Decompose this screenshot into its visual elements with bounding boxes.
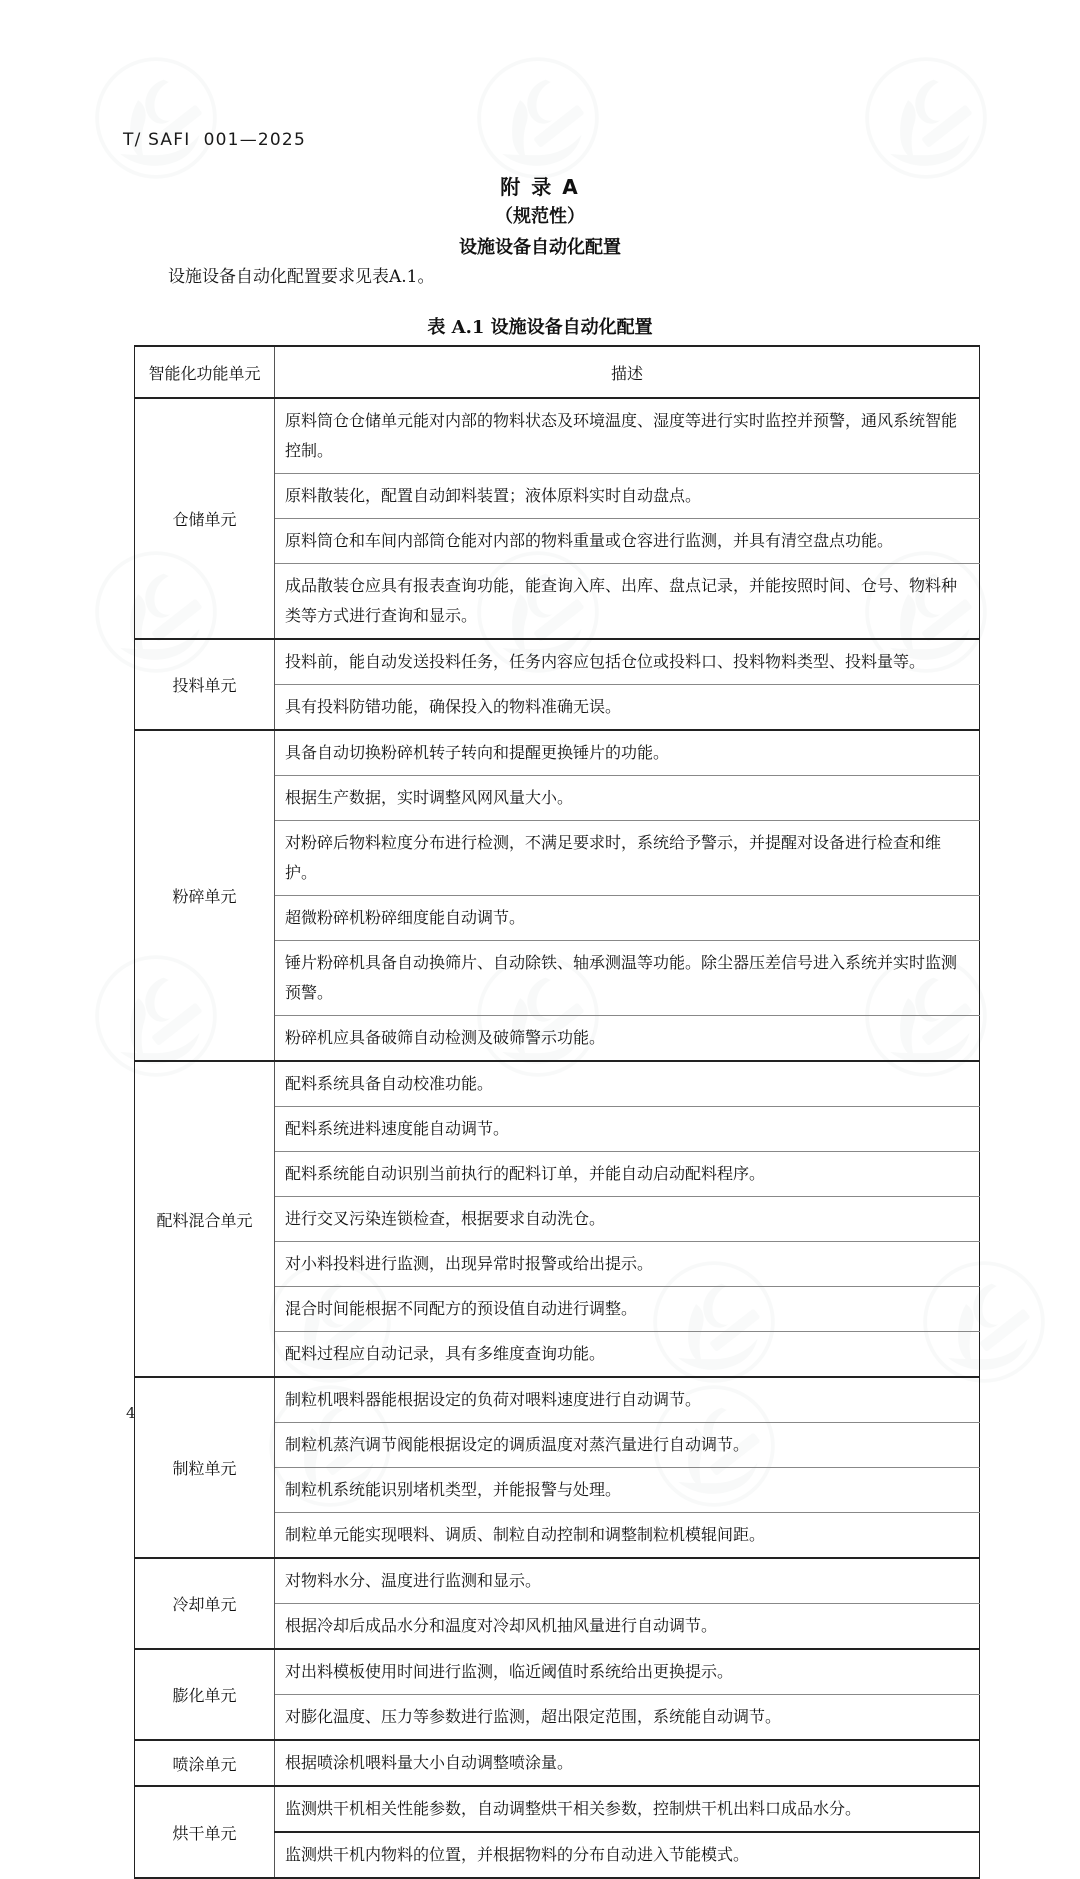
- annex-subtitle: （规范性）: [495, 206, 585, 227]
- table-row: [135, 1649, 980, 1695]
- description-cell: 投料前，能自动发送投料任务，任务内容应包括仓位或投料口、投料物料类型、投料量等。: [275, 639, 980, 685]
- unit-cell: 配料混合单元: [135, 1061, 275, 1377]
- unit-cell: 冷却单元: [135, 1558, 275, 1649]
- unit-cell: 喷涂单元: [135, 1740, 275, 1786]
- description-cell: 配料系统进料速度能自动调节。: [275, 1107, 980, 1152]
- annex-name: 设施设备自动化配置: [459, 237, 621, 258]
- watermark-logo-icon: [474, 54, 602, 182]
- unit-cell: 膨化单元: [135, 1649, 275, 1740]
- description-cell: 原料筒仓仓储单元能对内部的物料状态及环境温度、湿度等进行实时监控并预警，通风系统智能控制。: [275, 398, 980, 474]
- table-header-row: [135, 346, 980, 398]
- description-cell: 制粒机系统能识别堵机类型，并能报警与处理。: [275, 1468, 980, 1513]
- description-cell: 配料系统能自动识别当前执行的配料订单，并能自动启动配料程序。: [275, 1152, 980, 1197]
- description-cell: 对小料投料进行监测，出现异常时报警或给出提示。: [275, 1242, 980, 1287]
- watermark-logo-icon: [92, 54, 220, 182]
- table-caption: 表 A.1 设施设备自动化配置: [427, 317, 653, 338]
- unit-cell: 粉碎单元: [135, 730, 275, 1061]
- table-head: [135, 346, 980, 398]
- annex-heading-block: [0, 172, 1080, 263]
- annex-title: 附 录 A: [500, 175, 580, 199]
- standard-code-header: T/ SAFI 001—2025: [123, 130, 306, 150]
- description-cell: 制粒单元能实现喂料、调质、制粒自动控制和调整制粒机模辊间距。: [275, 1513, 980, 1559]
- table-row: [135, 639, 980, 685]
- description-cell: 制粒机蒸汽调节阀能根据设定的调质温度对蒸汽量进行自动调节。: [275, 1423, 980, 1468]
- table-row: [135, 1558, 980, 1604]
- column-header-description: 描述: [275, 346, 980, 398]
- table-row: [135, 1377, 980, 1423]
- description-cell: 配料系统具备自动校准功能。: [275, 1061, 980, 1107]
- table-body: [135, 398, 980, 1878]
- description-cell: 锤片粉碎机具备自动换筛片、自动除铁、轴承测温等功能。除尘器压差信号进入系统并实时监测预警。: [275, 941, 980, 1016]
- table-row: [135, 1061, 980, 1107]
- unit-cell: 投料单元: [135, 639, 275, 730]
- spec-table-wrapper: [134, 345, 979, 1879]
- table-row: [135, 730, 980, 776]
- description-cell: 混合时间能根据不同配方的预设值自动进行调整。: [275, 1287, 980, 1332]
- page-number: 4: [126, 1404, 136, 1422]
- description-cell: 具有投料防错功能，确保投入的物料准确无误。: [275, 685, 980, 731]
- description-cell: 监测烘干机相关性能参数，自动调整烘干相关参数，控制烘干机出料口成品水分。: [275, 1786, 980, 1832]
- table-row: [135, 1786, 980, 1832]
- description-cell: 成品散装仓应具有报表查询功能，能查询入库、出库、盘点记录，并能按照时间、仓号、物料种类等方式进行查询和显示。: [275, 564, 980, 640]
- automation-config-table: [134, 345, 980, 1879]
- description-cell: 制粒机喂料器能根据设定的负荷对喂料速度进行自动调节。: [275, 1377, 980, 1423]
- intro-paragraph: 设施设备自动化配置要求见表A.1。: [168, 267, 435, 287]
- unit-cell: 制粒单元: [135, 1377, 275, 1558]
- description-cell: 进行交叉污染连锁检查，根据要求自动洗仓。: [275, 1197, 980, 1242]
- table-row: [135, 1740, 980, 1786]
- description-cell: 配料过程应自动记录，具有多维度查询功能。: [275, 1332, 980, 1378]
- description-cell: 超微粉碎机粉碎细度能自动调节。: [275, 896, 980, 941]
- unit-cell: 烘干单元: [135, 1786, 275, 1878]
- description-cell: 原料筒仓和车间内部筒仓能对内部的物料重量或仓容进行监测，并具有清空盘点功能。: [275, 519, 980, 564]
- unit-cell: 仓储单元: [135, 398, 275, 639]
- table-row: [135, 398, 980, 474]
- description-cell: 对出料模板使用时间进行监测，临近阈值时系统给出更换提示。: [275, 1649, 980, 1695]
- description-cell: 对膨化温度、压力等参数进行监测，超出限定范围，系统能自动调节。: [275, 1695, 980, 1741]
- description-cell: 对物料水分、温度进行监测和显示。: [275, 1558, 980, 1604]
- description-cell: 粉碎机应具备破筛自动检测及破筛警示功能。: [275, 1016, 980, 1062]
- description-cell: 具备自动切换粉碎机转子转向和提醒更换锤片的功能。: [275, 730, 980, 776]
- description-cell: 监测烘干机内物料的位置，并根据物料的分布自动进入节能模式。: [275, 1832, 980, 1878]
- description-cell: 根据冷却后成品水分和温度对冷却风机抽风量进行自动调节。: [275, 1604, 980, 1650]
- column-header-unit: 智能化功能单元: [135, 346, 275, 398]
- description-cell: 根据生产数据，实时调整风网风量大小。: [275, 776, 980, 821]
- description-cell: 原料散装化，配置自动卸料装置；液体原料实时自动盘点。: [275, 474, 980, 519]
- description-cell: 根据喷涂机喂料量大小自动调整喷涂量。: [275, 1740, 980, 1786]
- watermark-logo-icon: [862, 54, 990, 182]
- description-cell: 对粉碎后物料粒度分布进行检测，不满足要求时，系统给予警示，并提醒对设备进行检查和维护。: [275, 821, 980, 896]
